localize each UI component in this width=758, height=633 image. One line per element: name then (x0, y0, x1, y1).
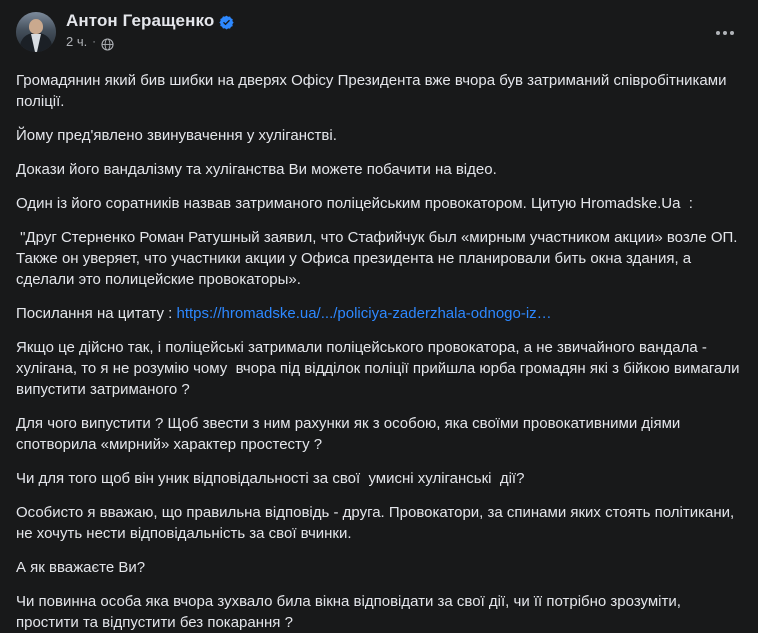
post-paragraph: Громадянин який бив шибки на дверях Офісу Президента вже вчора був затриманий співробітниками поліції. (16, 72, 731, 110)
link-prefix-text: Посилання на цитату : (16, 305, 177, 322)
avatar[interactable] (16, 12, 56, 52)
post-body (16, 66, 742, 633)
quote-source-link[interactable]: https://hromadske.ua/.../policiya-zaderzhala-odnogo-iz… (176, 305, 552, 322)
post-paragraph: Якщо це дійсно так, і поліцейські затримали поліцейського провокатора, а не звичайного вандала - хулігана, то я не розумію чому вчора під відділок поліції прийшла юрба громадян які з бійкою вимагали випустити затриманого ? (16, 339, 744, 398)
author-row (66, 11, 234, 31)
globe-icon[interactable] (101, 38, 114, 51)
post-link-paragraph (16, 303, 742, 324)
author-name[interactable]: Антон Геращенко (66, 11, 215, 30)
post-header-text (66, 10, 234, 50)
post-paragraph: Чи повинна особа яка вчора зухвало била вікна відповідати за свої дії, чи її потрібно зрозуміти, простити та відпустити без покарання ? (16, 593, 686, 631)
post-paragraph: Особисто я вважаю, що правильна відповідь - друга. Провокатори, за спинами яких стоять політикани, не хочуть нести відповідальність за свої вчинки. (16, 504, 739, 542)
post-paragraph: Докази його вандалізму та хуліганства Ви можете побачити на відео. (16, 161, 497, 178)
post-quote-paragraph: "Друг Стерненко Роман Ратушный заявил, что Стафийчук был «мирным участником акции» возле ОП. Также он уверяет, что участники акции у Офиса президента не планировали бить окна здания, а сделали это полицейские провокаторы». (16, 229, 742, 288)
ellipsis-icon (716, 31, 734, 35)
post-paragraph: Йому пред'явлено звинувачення у хуліганстві. (16, 127, 337, 144)
post-paragraph: Для чого випустити ? Щоб звести з ним рахунки як з особою, яка своїми провокативними діями спотворила «мирний» характер простесту ? (16, 415, 685, 453)
avatar-head (29, 19, 43, 34)
post-timestamp[interactable]: 2 ч. (66, 34, 88, 49)
post-paragraph: А як вважаєте Ви? (16, 559, 146, 576)
post-meta (66, 34, 234, 50)
verified-badge-icon (219, 15, 234, 30)
post-paragraph: Один із його соратників назвав затриманого поліцейським провокатором. Цитую Hromadske.Ua : (16, 195, 693, 212)
post-paragraph: Чи для того щоб він уник відповідальності за свої умисні хуліганські дії? (16, 470, 525, 487)
meta-separator: · (92, 35, 96, 48)
post-more-options-button[interactable] (708, 16, 742, 50)
post-header (16, 10, 742, 66)
